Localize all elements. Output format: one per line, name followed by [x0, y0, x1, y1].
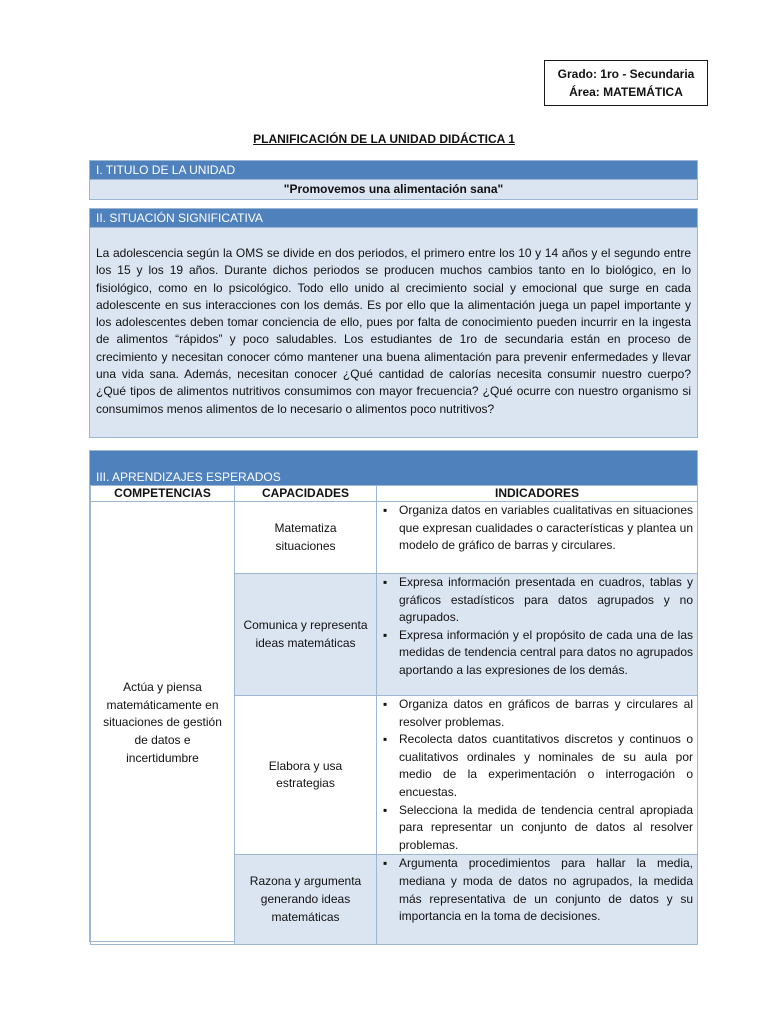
indicadores-cell — [377, 696, 698, 855]
capacidad-cell: Elabora y usa estrategias — [235, 696, 377, 855]
capacidad-cell: Comunica y representa ideas matemáticas — [235, 574, 377, 696]
situation-text: La adolescencia según la OMS se divide en dos periodos, el primero entre los 10 y 14 años y el segundo entre los 15 y los 19 años. Durante dichos periodos se producen muchos cambios tanto en lo biológico, en lo fisiológico, como en lo psicológico. Todo ello unido al crecimiento social y emocional que surge en cada adolescente en sus interacciones con los demás. Es por ello que la alimentación juega un papel importante y los adolescentes deben tomar conciencia de ello, pues por falta de conocimiento pueden incurrir en la ingesta de alimentos “rápidos” y poco saludables. Los estudiantes de 1ro de secundaria están en proceso de crecimiento y necesitan conocer cómo mantener una buena alimentación para prevenir enfermedades y llevar una vida sana. Además, necesitan conocer ¿Qué cantidad de calorías necesita consumir nuestro cuerpo? ¿Qué tipos de alimentos nutritivos consumimos con mayor frecuencia? ¿Qué ocurre con nuestro organismo si consumimos menos alimentos de lo necesario o alimentos poco nutritivos? — [90, 227, 697, 437]
table-header-row — [91, 486, 698, 502]
area-label: Área: MATEMÁTICA — [569, 85, 683, 99]
col-indicadores: INDICADORES — [377, 486, 698, 502]
unit-title: "Promovemos una alimentación sana" — [90, 179, 697, 199]
section3-heading: III. APRENDIZAJES ESPERADOS — [90, 451, 697, 485]
indicadores-cell — [377, 574, 698, 696]
indicator-item: ▪ Organiza datos en gráficos de barras y circulares al resolver problemas. — [381, 696, 693, 731]
grade-label: Grado: 1ro - Secundaria — [557, 67, 695, 81]
learning-table — [90, 485, 698, 945]
indicator-item: ▪ Expresa información y el propósito de cada una de las medidas de tendencia central para datos no agrupados aportando a las expresiones de los demás. — [381, 627, 693, 680]
indicator-item: ▪ Recolecta datos cuantitativos discretos y continuos o cualitativos ordinales y nominales de su aula por medio de la experimentación o interrogación o encuestas. — [381, 731, 693, 801]
indicator-item: ▪ Organiza datos en variables cualitativas en situaciones que expresan cualidades o características y plantea un modelo de gráfico de barras y circulares. — [381, 502, 693, 555]
section-significant-situation — [89, 208, 698, 438]
indicator-item: ▪ Selecciona la medida de tendencia central apropiada para representar un conjunto de datos al resolver problemas. — [381, 802, 693, 855]
section2-heading: II. SITUACIÓN SIGNIFICATIVA — [90, 209, 697, 227]
indicadores-cell — [377, 502, 698, 574]
section-unit-title — [89, 160, 698, 200]
page-title: PLANIFICACIÓN DE LA UNIDAD DIDÁCTICA 1 — [253, 132, 515, 146]
table-row — [91, 502, 698, 574]
indicator-item: ▪ Argumenta procedimientos para hallar la media, mediana y moda de datos no agrupados, la medida más representativa de un conjunto de datos y su importancia en la toma de decisiones. — [381, 855, 693, 925]
indicator-item: ▪ Expresa información presentada en cuadros, tablas y gráficos estadísticos para datos agrupados y no agrupados. — [381, 574, 693, 627]
competencia-cell: Actúa y piensa matemáticamente en situaciones de gestión de datos e incertidumbre — [91, 502, 235, 945]
section1-heading: I. TITULO DE LA UNIDAD — [90, 161, 697, 179]
capacidad-cell: Matematiza situaciones — [235, 502, 377, 574]
indicadores-cell — [377, 855, 698, 945]
col-capacidades: CAPACIDADES — [235, 486, 377, 502]
col-competencias: COMPETENCIAS — [91, 486, 235, 502]
grade-area-box — [544, 60, 708, 106]
section-expected-learning — [89, 450, 698, 942]
capacidad-cell: Razona y argumenta generando ideas matemáticas — [235, 855, 377, 945]
